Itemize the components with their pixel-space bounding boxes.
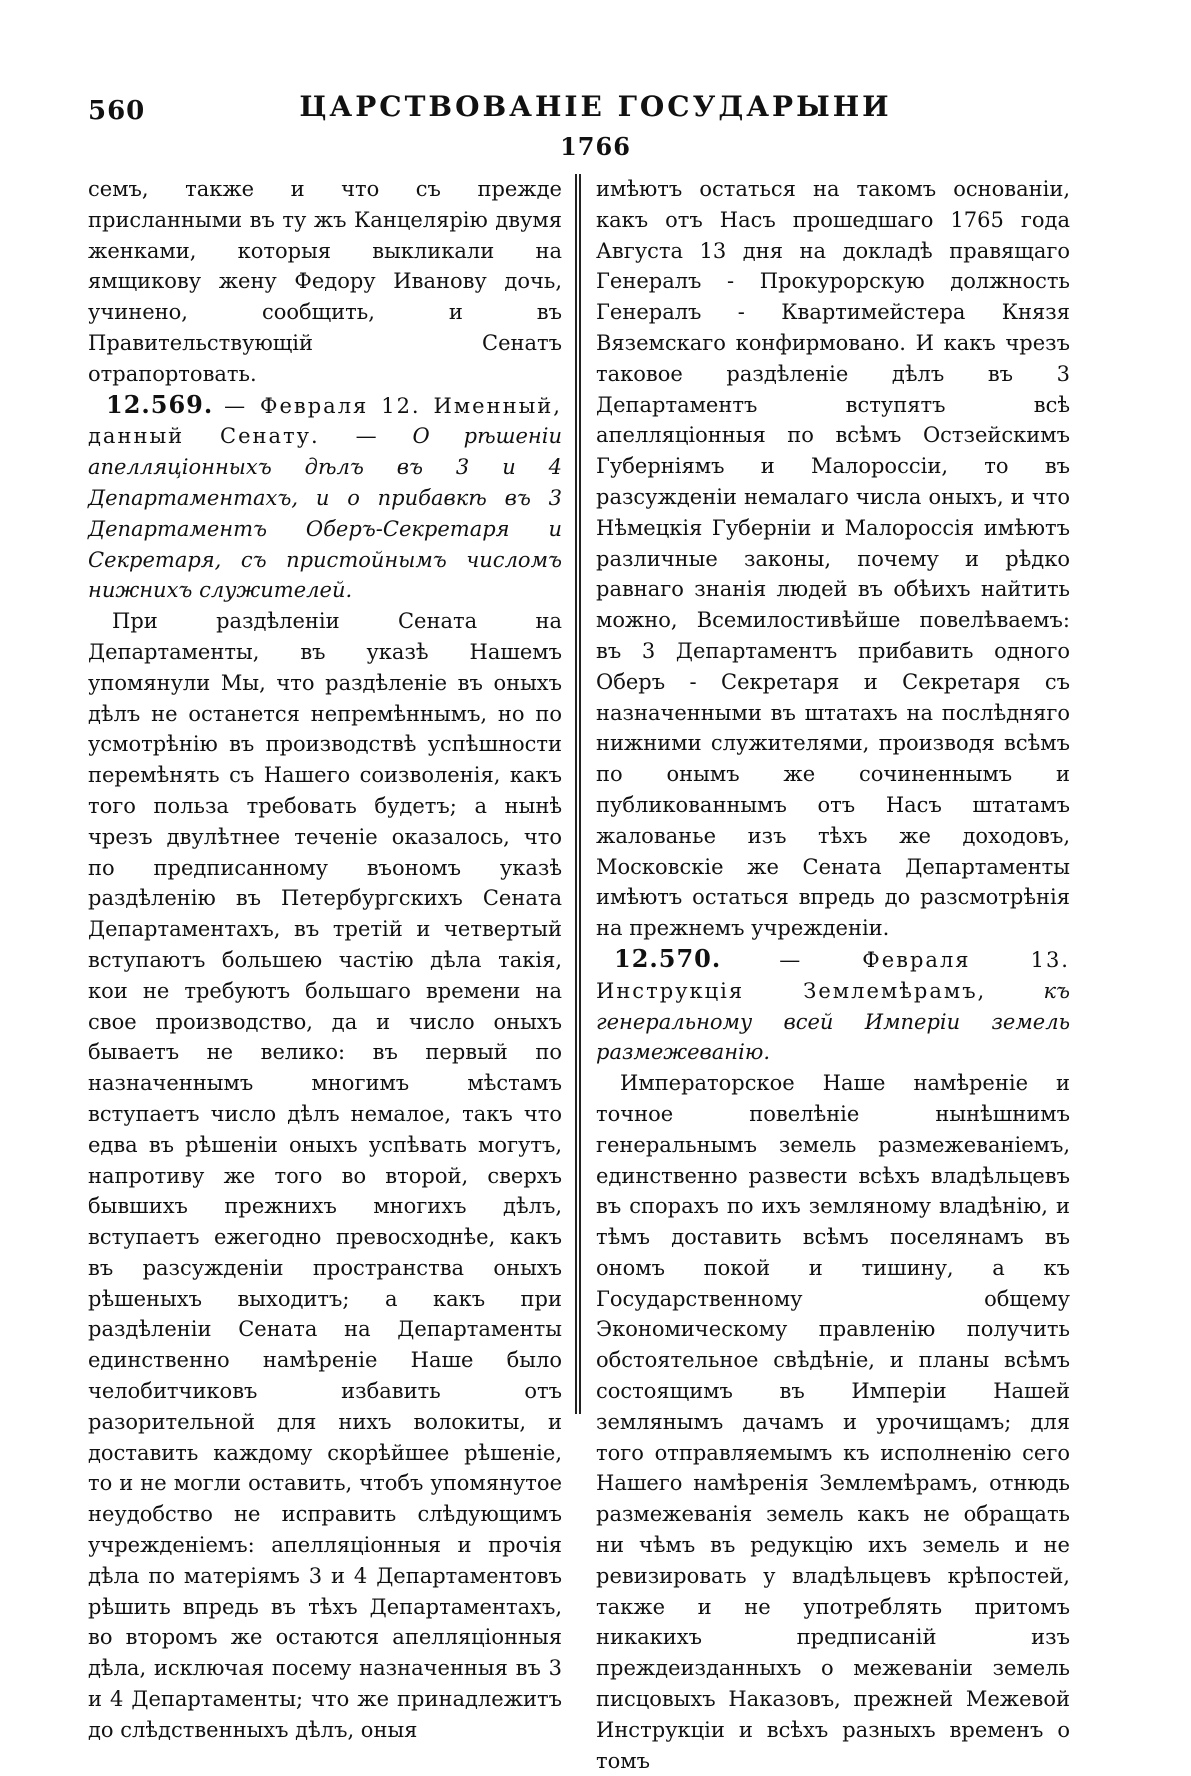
- entry-number: 12.570.: [614, 943, 722, 973]
- entry-number: 12.569.: [106, 389, 214, 419]
- entry-body: Императорское Наше намѣреніе и точное повелѣніе нынѣшнимъ генеральнымъ земель размежеваніемъ, единственно развести всѣхъ владѣльцевъ въ спорахъ по ихъ земляному владѣнію, и тѣмъ доставить всѣмъ поселянамъ въ ономъ покой и тишину, а къ Государственному общему Экономическому правленію получить обстоятельное свѣдѣніе, и планы всѣмъ состоящимъ въ Имперіи Нашей землянымъ дачамъ и урочищамъ; для того отправляемымъ къ исполненію сего Нашего намѣренія Землемѣрамъ, отнюдь размежеванія земель какъ не обращать ни чѣмъ въ редукцію ихъ земель и не ревизировать у владѣльцевъ крѣпостей, также и не употреблять притомъ никакихъ предписаній изъ преждеизданныхъ о межеваніи земель писцовыхъ Наказовъ, прежней Межевой Инструкціи и всѣхъ разныхъ временъ о томъ: [596, 1071, 1070, 1773]
- entry-title: къ генеральному всей Имперіи земель размежеванію.: [596, 978, 1070, 1065]
- entry-date: — Февраля 13. Инструкція Землемѣрамъ,: [596, 947, 1070, 1003]
- left-column: [88, 174, 562, 1746]
- entry-body: При раздѣленіи Сената на Департаменты, въ указѣ Нашемъ упомянули Мы, что раздѣленіе въ оныхъ дѣлъ не останется непремѣннымъ, но по усмотрѣнію въ производствѣ успѣшности перемѣнять съ Нашего соизволенія, какъ того польза требовать будетъ; а нынѣ чрезъ двулѣтнее теченіе оказалось, что по предписанному въономъ указѣ раздѣленію въ Петербургскихъ Сената Департаментахъ, въ третій и четвертый вступаютъ большею частію дѣла такія, кои не требуютъ большаго времени на свое производство, да и число оныхъ бываетъ не велико: въ первый по назначеннымъ многимъ мѣстамъ вступаетъ число дѣлъ немалое, такъ что едва въ рѣшеніи оныхъ успѣвать могутъ, напротиву же того во второй, сверхъ бывшихъ прежнихъ многихъ дѣлъ, вступаетъ ежегодно превосходнѣе, какъ въ разсужденіи пространства оныхъ рѣшеныхъ выходитъ; а какъ при раздѣленіи Сената на Департаменты единственно намѣреніе Наше было челобитчиковъ избавить отъ разорительной для нихъ волокиты, и доставить каждому скорѣйшее рѣшеніе, то и не могли оставить, чтобъ упомянутое неудобство не исправить слѣдующимъ учрежденіемъ: апелляціонныя и прочія дѣла по матеріямъ 3 и 4 Департаментовъ рѣшить впредь въ тѣхъ Департаментахъ, во второмъ же остаются апелляціонныя дѣла, исключая посему назначенныя въ 3 и 4 Департаменты; что же принадлежитъ до слѣдственныхъ дѣлъ, оныя: [88, 609, 562, 1742]
- right-column: [596, 174, 1070, 1776]
- page-number: 560: [88, 96, 146, 126]
- continuation-text: имѣютъ остаться на такомъ основаніи, какъ отъ Насъ прошедшаго 1765 года Августа 13 дня на докладѣ правящаго Генералъ - Прокурорскую должность Генералъ - Квартимейстера Князя Вяземскаго конфирмовано. И какъ чрезъ таковое раздѣленіе дѣлъ въ 3 Департаментъ вступятъ всѣ апелляціонныя по всѣмъ Остзейскимъ Губерніямъ и Малороссіи, то въ разсужденіи немалаго числа оныхъ, и что Нѣмецкія Губерніи и Малороссія имѣютъ различные законы, почему и рѣдко равнаго знанія людей въ обѣихъ найтить можно, Всемилостивѣйше повелѣваемъ: въ 3 Департаментъ прибавить одного Оберъ - Секретаря и Секретаря съ назначенными въ штатахъ на послѣдняго нижними служителями, производя всѣмъ по онымъ же сочиненнымъ и публикованнымъ отъ Насъ штатамъ жалованье изъ тѣхъ же доходовъ, Московскіе же Сената Департаменты имѣютъ остаться впредь до разсмотрѣнія на прежнемъ учрежденіи.: [596, 177, 1070, 941]
- year-heading: 1766: [560, 132, 631, 161]
- entry-heading: [596, 944, 1070, 1068]
- entry-date: — Февраля 12. Именный, данный Сенату. —: [88, 393, 562, 449]
- entry-title: О рѣшеніи апелляціонныхъ дѣлъ въ 3 и 4 Департаментахъ, и о прибавкѣ въ 3 Департаментъ Оберъ-Секретаря и Секретаря, съ пристойнымъ числомъ нижнихъ служителей.: [88, 424, 562, 603]
- continuation-text: семъ, также и что съ прежде присланными въ ту жъ Канцелярію двумя женками, которыя выкликали на ямщикову жену Федору Иванову дочь, учинено, сообщить, и въ Правительствующій Сенатъ отрапортовать.: [88, 177, 562, 386]
- running-head: ЦАРСТВОВАНІЕ ГОСУДАРЫНИ: [299, 90, 892, 123]
- column-divider: [575, 174, 581, 1414]
- entry-heading: [88, 390, 562, 607]
